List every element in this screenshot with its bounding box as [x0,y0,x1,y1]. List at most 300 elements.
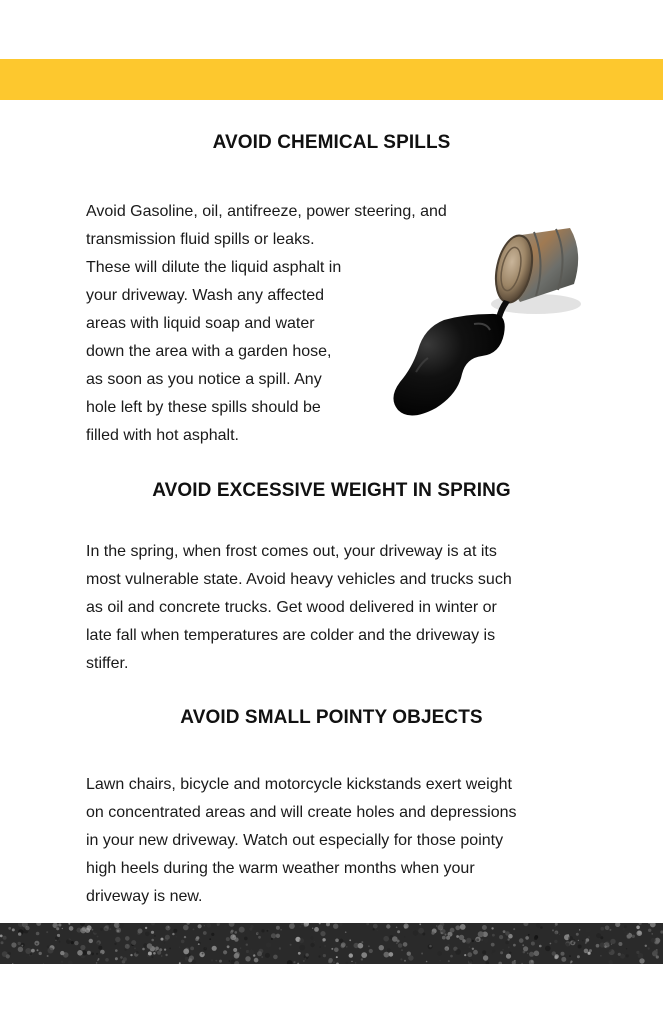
asphalt-speck [6,954,10,958]
asphalt-speck [179,947,180,948]
asphalt-speck [227,945,230,948]
asphalt-speck [447,944,449,946]
asphalt-speck [239,927,245,933]
asphalt-speck [115,957,118,960]
asphalt-speck [66,939,71,944]
asphalt-speck [249,950,255,956]
asphalt-speck [572,942,574,944]
asphalt-speck [185,957,189,961]
asphalt-speck [46,931,48,933]
asphalt-speck [361,941,363,943]
asphalt-speck [287,960,293,964]
asphalt-speck [624,925,627,928]
asphalt-speck [159,948,162,951]
asphalt-speck [299,926,301,928]
asphalt-speck [449,935,450,936]
section-heading-pointy-objects: AVOID SMALL POINTY OBJECTS [180,707,483,728]
asphalt-speck [62,928,63,929]
asphalt-speck [276,926,280,930]
asphalt-speck [534,951,540,957]
asphalt-speck [605,941,610,946]
asphalt-speck [107,923,111,925]
asphalt-speck [624,930,629,935]
asphalt-speck [401,949,403,951]
asphalt-speck [89,939,93,943]
asphalt-speck [579,929,580,930]
paragraph-line: These will dilute the liquid asphalt in [86,259,342,276]
asphalt-speck [105,928,108,931]
asphalt-speck [588,952,591,955]
asphalt-speck [80,945,85,950]
asphalt-speck [303,960,304,961]
asphalt-speck [431,932,434,935]
asphalt-speck [47,955,49,957]
asphalt-speck [273,955,278,960]
excessive-weight-paragraph [86,538,578,678]
asphalt-speck [235,931,238,934]
paragraph-line: areas with liquid soap and water [86,315,315,332]
asphalt-speck [442,936,446,940]
asphalt-speck [203,931,207,935]
asphalt-speck [249,928,252,931]
asphalt-speck [333,924,338,929]
asphalt-speck [349,939,351,941]
asphalt-speck [18,947,23,952]
asphalt-speck [368,945,370,947]
asphalt-speck [469,959,473,963]
asphalt-speck [498,962,502,964]
asphalt-speck [653,950,658,955]
asphalt-speck [109,928,111,930]
asphalt-speck [229,960,231,962]
asphalt-speck [322,941,323,942]
asphalt-speck [648,947,650,949]
asphalt-speck [119,923,124,928]
asphalt-speck [265,953,270,958]
asphalt-speck [481,939,483,941]
asphalt-speck [310,936,313,939]
asphalt-speck [37,949,39,951]
asphalt-speck [639,958,644,963]
asphalt-speck [506,954,511,959]
asphalt-speck [154,935,156,937]
asphalt-speck [369,949,373,953]
asphalt-speck [527,953,528,954]
asphalt-speck [357,924,360,927]
asphalt-speck [202,953,204,955]
asphalt-speck [196,960,200,964]
asphalt-speck [437,951,442,956]
asphalt-speck [297,963,299,964]
asphalt-speck [652,933,653,934]
asphalt-speck [358,943,364,949]
asphalt-speck [492,950,495,953]
asphalt-speck [467,952,472,957]
asphalt-speck [341,944,345,948]
asphalt-speck [172,933,174,935]
asphalt-speck [105,958,109,962]
asphalt-speck [119,956,124,961]
asphalt-speck [529,952,534,957]
asphalt-speck [320,931,325,936]
asphalt-speck [271,933,276,938]
asphalt-speck [550,943,552,945]
asphalt-speck [609,929,611,931]
asphalt-speck [582,940,584,942]
asphalt-speck [219,960,222,963]
asphalt-speck [586,938,590,942]
asphalt-speck [319,923,321,924]
asphalt-speck [55,936,59,940]
asphalt-speck [43,963,44,964]
asphalt-speck [513,928,515,930]
asphalt-speck [331,948,333,950]
asphalt-speck [115,937,120,942]
asphalt-speck [244,937,248,941]
asphalt-speck [142,948,145,951]
asphalt-speck [68,923,70,925]
asphalt-speck [39,952,42,955]
asphalt-speck [404,936,405,937]
asphalt-speck [397,930,400,933]
asphalt-speck [124,948,126,950]
asphalt-speck [478,931,484,937]
spilled-oil-barrel-image [386,222,586,427]
asphalt-speck [97,959,99,961]
asphalt-speck [94,930,98,934]
asphalt-speck [223,950,227,954]
asphalt-speck [585,943,586,944]
asphalt-speck [366,923,369,925]
asphalt-speck [245,931,251,937]
section-heading-excessive-weight: AVOID EXCESSIVE WEIGHT IN SPRING [152,480,511,501]
asphalt-speck [384,952,390,958]
asphalt-speck [528,934,530,936]
asphalt-speck [407,952,411,956]
asphalt-speck [258,936,261,939]
asphalt-speck [322,938,325,941]
asphalt-speck [25,926,29,930]
asphalt-speck [134,948,136,950]
asphalt-speck [436,925,437,926]
asphalt-speck [596,944,600,948]
asphalt-speck [534,936,538,940]
asphalt-speck [36,923,41,926]
asphalt-speck [196,936,199,939]
asphalt-speck [392,936,398,942]
asphalt-speck [439,960,441,962]
asphalt-speck [304,924,307,927]
asphalt-speck [555,926,556,927]
asphalt-speck [433,923,434,924]
asphalt-speck [418,928,424,934]
asphalt-speck [529,960,534,964]
asphalt-speck [59,941,61,943]
asphalt-speck [145,927,147,929]
asphalt-speck [98,946,102,950]
asphalt-speck [636,926,640,930]
paragraph-line: late fall when temperatures are colder and the driveway is [86,627,496,644]
asphalt-speck [448,960,450,962]
paragraph-line: transmission fluid spills or leaks. [86,231,315,248]
asphalt-speck [310,943,314,947]
asphalt-speck [125,936,130,941]
asphalt-speck [503,930,506,933]
asphalt-speck [226,937,230,941]
asphalt-speck [30,953,33,956]
asphalt-speck [31,949,35,953]
asphalt-speck [0,935,3,938]
asphalt-speck [223,925,227,929]
asphalt-speck [233,948,237,952]
asphalt-speck [61,961,63,963]
asphalt-speck [455,925,460,930]
asphalt-speck [522,944,524,946]
asphalt-speck [606,946,612,952]
asphalt-speck [373,924,378,929]
asphalt-speck [164,949,166,951]
paragraph-line: high heels during the warm weather months when your [86,860,475,877]
asphalt-speck [499,935,503,939]
asphalt-speck [626,954,629,957]
asphalt-speck [568,936,573,941]
asphalt-speck [379,945,384,950]
asphalt-speck [519,938,524,943]
asphalt-speck [115,949,118,952]
section-heading-chemical-spills: AVOID CHEMICAL SPILLS [212,132,451,153]
asphalt-speck [136,951,139,954]
asphalt-speck [404,923,409,928]
asphalt-speck [203,947,206,950]
asphalt-speck [570,961,572,963]
asphalt-speck [11,942,16,947]
asphalt-speck [476,938,479,941]
asphalt-speck [253,954,256,957]
asphalt-speck [60,951,64,955]
asphalt-speck [267,930,269,932]
asphalt-speck [130,954,132,956]
asphalt-speck [336,956,338,958]
asphalt-speck [276,934,280,938]
asphalt-speck [404,960,406,962]
asphalt-speck [514,960,516,962]
asphalt-speck [199,952,204,957]
asphalt-speck [190,947,194,951]
oil-puddle [393,314,504,416]
asphalt-speck [554,940,557,943]
paragraph-line: down the area with a garden hose, [86,343,332,360]
asphalt-speck [605,926,610,931]
paragraph-line: stiffer. [86,655,129,672]
asphalt-speck [351,961,352,962]
paragraph-line: as oil and concrete trucks. Get wood delivered in winter or [86,599,497,616]
asphalt-speck [419,923,421,925]
asphalt-speck [21,945,23,947]
asphalt-speck [578,945,582,949]
asphalt-speck [256,930,260,934]
asphalt-speck [552,929,554,931]
asphalt-speck [209,938,211,940]
asphalt-speck [36,943,38,945]
asphalt-speck [639,923,642,925]
asphalt-speck [450,955,453,958]
asphalt-speck [215,960,217,962]
asphalt-speck [183,925,189,931]
asphalt-speck [290,944,292,946]
asphalt-speck [462,939,466,943]
asphalt-speck [336,963,339,965]
asphalt-speck [300,923,304,925]
asphalt-speck [601,927,605,931]
asphalt-speck [355,962,357,964]
asphalt-speck [486,961,489,964]
asphalt-speck [555,932,557,934]
asphalt-speck [346,946,348,948]
asphalt-speck [86,930,89,933]
asphalt-speck [464,954,466,956]
asphalt-speck [578,940,579,941]
asphalt-speck [183,949,189,955]
paragraph-line: hole left by these spills should be [86,399,321,416]
asphalt-speck [396,942,398,944]
paragraph-line: Avoid Gasoline, oil, antifreeze, power steering, and [86,203,447,220]
asphalt-speck [559,934,560,935]
paragraph-line: most vulnerable state. Avoid heavy vehicles and trucks such [86,571,512,588]
asphalt-speck [96,953,98,955]
asphalt-speck [626,948,627,949]
pointy-objects-paragraph [86,771,578,911]
asphalt-speck [80,923,85,926]
paragraph-line: as soon as you notice a spill. Any [86,371,322,388]
asphalt-speck [444,932,447,935]
asphalt-speck [188,958,192,962]
asphalt-speck [492,934,495,937]
asphalt-speck [349,953,353,957]
asphalt-speck [632,935,635,938]
asphalt-speck [491,927,493,929]
asphalt-speck [161,938,164,941]
asphalt-speck [234,937,238,941]
asphalt-speck [400,958,402,960]
asphalt-speck [8,927,11,930]
asphalt-speck [505,931,510,936]
asphalt-speck [261,956,263,958]
asphalt-speck [245,956,250,961]
asphalt-speck [230,931,233,934]
asphalt-speck [456,935,459,938]
asphalt-speck [509,952,511,954]
asphalt-speck [555,954,559,958]
asphalt-speck [531,942,535,946]
asphalt-speck [469,946,471,948]
asphalt-speck [521,963,523,964]
asphalt-speck [97,942,99,944]
asphalt-speck [123,957,127,961]
asphalt-speck [48,948,54,954]
asphalt-speck [151,931,154,934]
asphalt-speck [540,945,542,947]
top-accent-band [0,59,663,100]
asphalt-speck [523,923,528,926]
asphalt-speck [212,946,217,951]
asphalt-speck [396,923,400,926]
asphalt-speck [584,949,589,954]
asphalt-speck [525,936,529,940]
asphalt-speck [339,939,343,943]
asphalt-speck [212,957,214,959]
asphalt-speck [333,961,335,963]
paragraph-line: Lawn chairs, bicycle and motorcycle kickstands exert weight [86,776,512,793]
asphalt-speck [455,949,461,955]
asphalt-speck [151,956,153,958]
asphalt-speck [576,933,579,936]
asphalt-speck [47,946,50,949]
asphalt-speck [114,943,116,945]
asphalt-speck [361,958,363,960]
asphalt-speck [600,955,602,957]
asphalt-speck [125,944,130,949]
asphalt-speck [396,927,398,929]
asphalt-texture [0,923,663,964]
asphalt-speck [513,944,516,947]
asphalt-speck [615,923,620,927]
asphalt-speck [508,946,510,948]
asphalt-speck [429,945,432,948]
asphalt-speck [600,942,605,947]
asphalt-speck [193,929,195,931]
paragraph-line: driveway is new. [86,888,203,905]
asphalt-speck [536,923,541,928]
asphalt-speck [319,946,321,948]
asphalt-speck [165,954,167,956]
asphalt-speck [280,929,281,930]
asphalt-speck [299,945,305,951]
asphalt-speck [101,953,103,955]
asphalt-speck [387,948,391,952]
asphalt-speck [164,942,166,944]
asphalt-speck [314,941,315,942]
asphalt-speck [588,936,590,938]
asphalt-speck [345,931,347,933]
asphalt-speck [648,923,650,924]
asphalt-speck [656,955,659,958]
asphalt-speck [15,938,19,942]
asphalt-speck [12,928,15,931]
asphalt-speck [561,952,565,956]
asphalt-speck [70,926,74,930]
asphalt-speck [176,936,178,938]
asphalt-speck [18,942,21,945]
asphalt-speck [398,943,403,948]
asphalt-speck [383,936,389,942]
asphalt-speck [623,928,626,931]
asphalt-speck [147,943,153,949]
asphalt-speck [491,952,493,954]
chemical-spills-paragraph-wrapped [86,226,385,450]
asphalt-speck [566,943,570,947]
asphalt-speck [131,940,136,945]
asphalt-speck [305,953,308,956]
asphalt-speck [637,930,643,936]
asphalt-speck [155,947,159,951]
asphalt-speck [198,924,202,928]
asphalt-speck [138,929,143,934]
asphalt-speck [334,948,339,953]
asphalt-speck [229,923,235,927]
asphalt-speck [555,923,558,926]
asphalt-speck [261,929,264,932]
asphalt-speck [466,938,471,943]
